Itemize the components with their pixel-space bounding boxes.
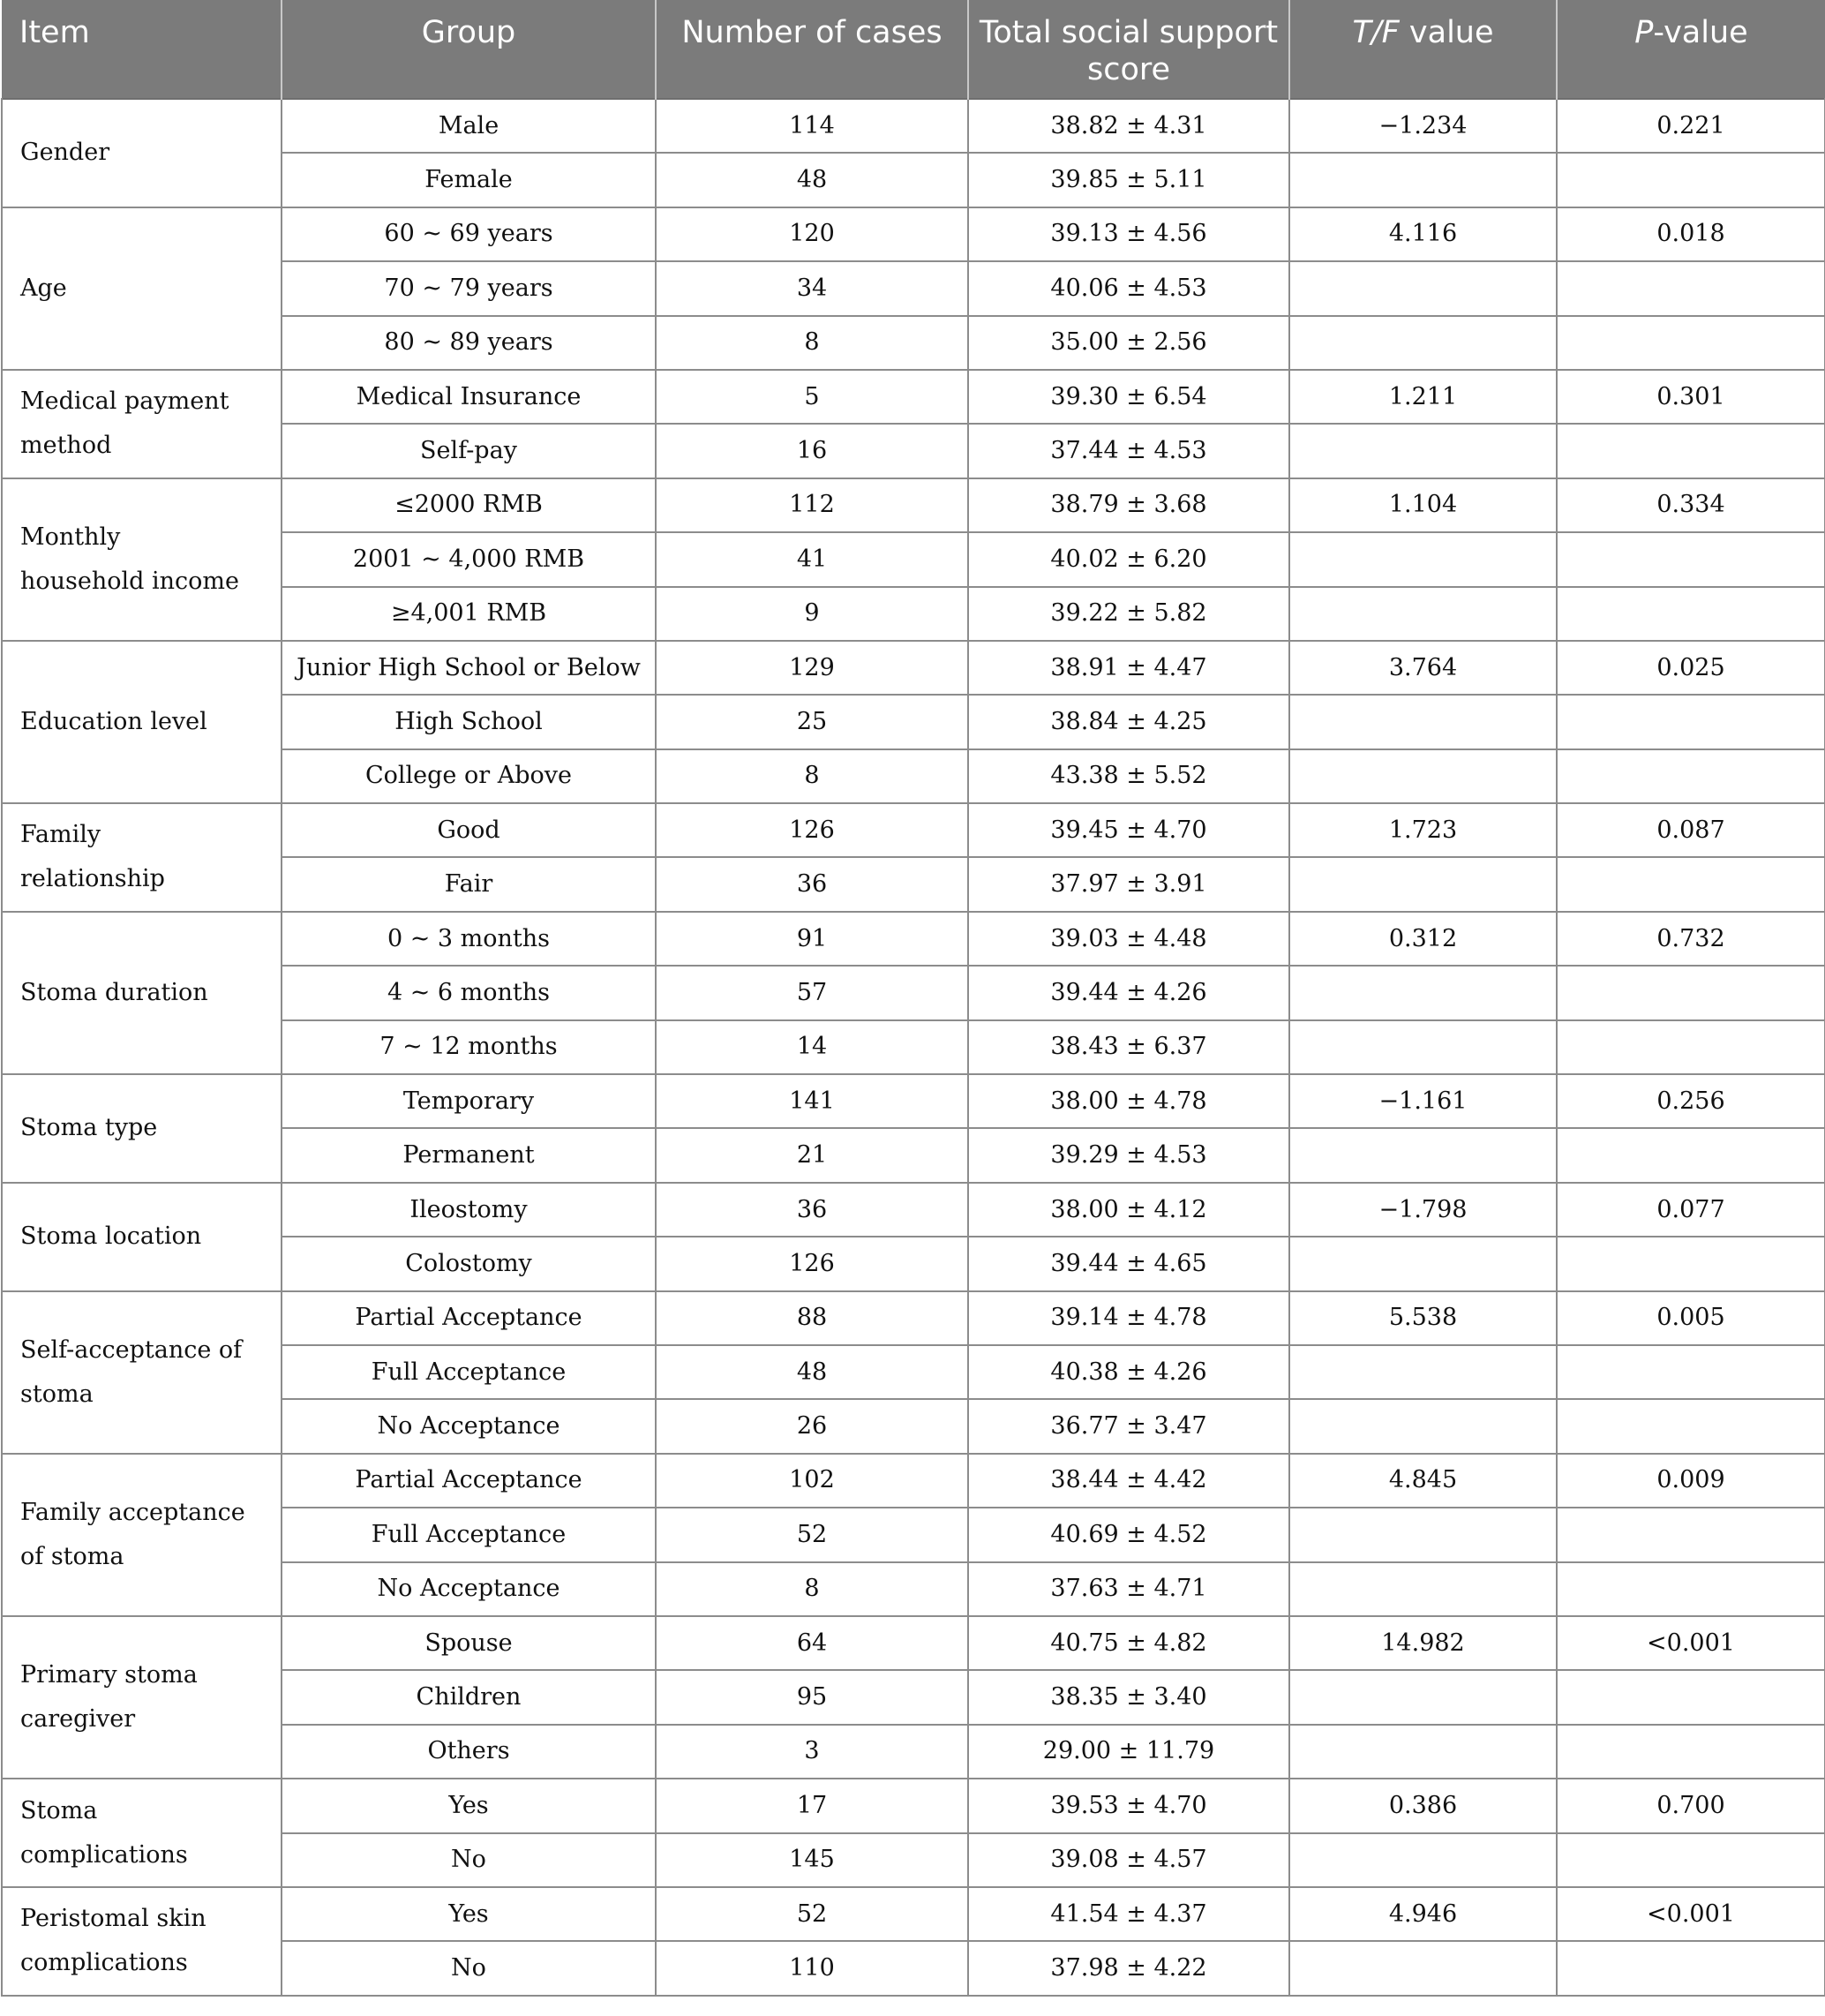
group-cell: Partial Acceptance bbox=[282, 1291, 656, 1345]
score-cell: 43.38 ± 5.52 bbox=[968, 749, 1289, 803]
tf-value-cell bbox=[1289, 749, 1557, 803]
p-value-cell bbox=[1557, 424, 1825, 478]
group-cell: Full Acceptance bbox=[282, 1508, 656, 1561]
group-cell: Permanent bbox=[282, 1128, 656, 1182]
p-value-cell: 0.301 bbox=[1557, 370, 1825, 424]
p-value-cell bbox=[1557, 1237, 1825, 1290]
cases-cell: 36 bbox=[656, 857, 968, 911]
cases-cell: 64 bbox=[656, 1616, 968, 1670]
score-cell: 38.43 ± 6.37 bbox=[968, 1020, 1289, 1074]
group-cell: Children bbox=[282, 1670, 656, 1724]
group-cell: 80 ~ 89 years bbox=[282, 316, 656, 370]
cases-cell: 129 bbox=[656, 641, 968, 695]
table-row bbox=[2, 1074, 1825, 1128]
tf-value-cell bbox=[1289, 1670, 1557, 1724]
header-row bbox=[2, 0, 1825, 99]
item-cell: Age bbox=[2, 207, 282, 370]
score-cell: 36.77 ± 3.47 bbox=[968, 1399, 1289, 1453]
cases-cell: 57 bbox=[656, 966, 968, 1019]
score-cell: 39.53 ± 4.70 bbox=[968, 1779, 1289, 1832]
score-cell: 40.06 ± 4.53 bbox=[968, 261, 1289, 315]
cases-cell: 126 bbox=[656, 803, 968, 857]
cases-cell: 141 bbox=[656, 1074, 968, 1128]
group-cell: Good bbox=[282, 803, 656, 857]
p-value-cell bbox=[1557, 749, 1825, 803]
header-tf-rest: value bbox=[1399, 15, 1494, 50]
group-cell: ≤2000 RMB bbox=[282, 478, 656, 532]
tf-value-cell bbox=[1289, 857, 1557, 911]
cases-cell: 52 bbox=[656, 1508, 968, 1561]
group-cell: Yes bbox=[282, 1779, 656, 1832]
tf-value-cell bbox=[1289, 1020, 1557, 1074]
tf-value-cell bbox=[1289, 153, 1557, 207]
group-cell: Fair bbox=[282, 857, 656, 911]
tf-value-cell: −1.234 bbox=[1289, 99, 1557, 153]
group-cell: Female bbox=[282, 153, 656, 207]
cases-cell: 145 bbox=[656, 1833, 968, 1887]
score-cell: 39.29 ± 4.53 bbox=[968, 1128, 1289, 1182]
p-value-cell bbox=[1557, 1399, 1825, 1453]
score-cell: 39.08 ± 4.57 bbox=[968, 1833, 1289, 1887]
header-item: Item bbox=[2, 0, 282, 99]
cases-cell: 26 bbox=[656, 1399, 968, 1453]
p-value-cell bbox=[1557, 532, 1825, 586]
group-cell: No Acceptance bbox=[282, 1399, 656, 1453]
item-cell: Self-acceptance of stoma bbox=[2, 1291, 282, 1454]
table-row bbox=[2, 641, 1825, 695]
table-row bbox=[2, 207, 1825, 261]
table-row bbox=[2, 370, 1825, 424]
score-cell: 39.85 ± 5.11 bbox=[968, 153, 1289, 207]
table-row bbox=[2, 1887, 1825, 1941]
tf-value-cell: 14.982 bbox=[1289, 1616, 1557, 1670]
score-cell: 37.98 ± 4.22 bbox=[968, 1941, 1289, 1995]
group-cell: 2001 ~ 4,000 RMB bbox=[282, 532, 656, 586]
cases-cell: 21 bbox=[656, 1128, 968, 1182]
group-cell: No bbox=[282, 1833, 656, 1887]
social-support-table bbox=[1, 0, 1825, 1997]
p-value-cell: 0.256 bbox=[1557, 1074, 1825, 1128]
tf-value-cell: 5.538 bbox=[1289, 1291, 1557, 1345]
p-value-cell bbox=[1557, 1562, 1825, 1616]
table-row bbox=[2, 1616, 1825, 1670]
group-cell: Colostomy bbox=[282, 1237, 656, 1290]
p-value-cell: 0.334 bbox=[1557, 478, 1825, 532]
group-cell: ≥4,001 RMB bbox=[282, 587, 656, 641]
p-value-cell bbox=[1557, 261, 1825, 315]
score-cell: 38.00 ± 4.78 bbox=[968, 1074, 1289, 1128]
tf-value-cell: 1.104 bbox=[1289, 478, 1557, 532]
header-score: Total social support score bbox=[968, 0, 1289, 99]
tf-value-cell bbox=[1289, 532, 1557, 586]
cases-cell: 126 bbox=[656, 1237, 968, 1290]
p-value-cell bbox=[1557, 1508, 1825, 1561]
tf-value-cell bbox=[1289, 1128, 1557, 1182]
tf-value-cell: 4.845 bbox=[1289, 1454, 1557, 1508]
cases-cell: 95 bbox=[656, 1670, 968, 1724]
item-cell: Gender bbox=[2, 99, 282, 207]
item-cell: Peristomal skin complications bbox=[2, 1887, 282, 1996]
group-cell: Medical Insurance bbox=[282, 370, 656, 424]
cases-cell: 8 bbox=[656, 749, 968, 803]
p-value-cell: 0.077 bbox=[1557, 1183, 1825, 1237]
group-cell: Partial Acceptance bbox=[282, 1454, 656, 1508]
table-body bbox=[2, 99, 1825, 1996]
cases-cell: 48 bbox=[656, 1345, 968, 1399]
cases-cell: 88 bbox=[656, 1291, 968, 1345]
item-cell: Family relationship bbox=[2, 803, 282, 912]
score-cell: 39.44 ± 4.65 bbox=[968, 1237, 1289, 1290]
tf-value-cell bbox=[1289, 1508, 1557, 1561]
group-cell: College or Above bbox=[282, 749, 656, 803]
group-cell: No bbox=[282, 1941, 656, 1995]
p-value-cell bbox=[1557, 1941, 1825, 1995]
score-cell: 40.38 ± 4.26 bbox=[968, 1345, 1289, 1399]
score-cell: 29.00 ± 11.79 bbox=[968, 1725, 1289, 1779]
tf-value-cell bbox=[1289, 261, 1557, 315]
cases-cell: 17 bbox=[656, 1779, 968, 1832]
score-cell: 38.82 ± 4.31 bbox=[968, 99, 1289, 153]
header-tf-italic: T/F bbox=[1352, 15, 1400, 50]
tf-value-cell bbox=[1289, 587, 1557, 641]
table-header bbox=[2, 0, 1825, 99]
p-value-cell: <0.001 bbox=[1557, 1887, 1825, 1941]
p-value-cell bbox=[1557, 316, 1825, 370]
group-cell: Junior High School or Below bbox=[282, 641, 656, 695]
cases-cell: 41 bbox=[656, 532, 968, 586]
tf-value-cell: 3.764 bbox=[1289, 641, 1557, 695]
table-row bbox=[2, 1454, 1825, 1508]
header-tf-value bbox=[1289, 0, 1557, 99]
score-cell: 38.79 ± 3.68 bbox=[968, 478, 1289, 532]
score-cell: 39.44 ± 4.26 bbox=[968, 966, 1289, 1019]
table-row bbox=[2, 1183, 1825, 1237]
score-cell: 39.03 ± 4.48 bbox=[968, 912, 1289, 966]
group-cell: Others bbox=[282, 1725, 656, 1779]
score-cell: 40.75 ± 4.82 bbox=[968, 1616, 1289, 1670]
p-value-cell bbox=[1557, 1345, 1825, 1399]
tf-value-cell: −1.161 bbox=[1289, 1074, 1557, 1128]
table-row bbox=[2, 478, 1825, 532]
cases-cell: 5 bbox=[656, 370, 968, 424]
tf-value-cell: 0.386 bbox=[1289, 1779, 1557, 1832]
header-cases: Number of cases bbox=[656, 0, 968, 99]
score-cell: 38.00 ± 4.12 bbox=[968, 1183, 1289, 1237]
cases-cell: 16 bbox=[656, 424, 968, 478]
group-cell: 60 ~ 69 years bbox=[282, 207, 656, 261]
table-row bbox=[2, 912, 1825, 966]
score-cell: 35.00 ± 2.56 bbox=[968, 316, 1289, 370]
cases-cell: 25 bbox=[656, 695, 968, 748]
p-value-cell: 0.700 bbox=[1557, 1779, 1825, 1832]
score-cell: 37.63 ± 4.71 bbox=[968, 1562, 1289, 1616]
p-value-cell bbox=[1557, 587, 1825, 641]
item-cell: Education level bbox=[2, 641, 282, 803]
score-cell: 38.84 ± 4.25 bbox=[968, 695, 1289, 748]
tf-value-cell bbox=[1289, 1833, 1557, 1887]
p-value-cell bbox=[1557, 857, 1825, 911]
cases-cell: 120 bbox=[656, 207, 968, 261]
tf-value-cell bbox=[1289, 424, 1557, 478]
p-value-cell: 0.732 bbox=[1557, 912, 1825, 966]
item-cell: Medical payment method bbox=[2, 370, 282, 478]
group-cell: No Acceptance bbox=[282, 1562, 656, 1616]
cases-cell: 3 bbox=[656, 1725, 968, 1779]
cases-cell: 36 bbox=[656, 1183, 968, 1237]
item-cell: Stoma complications bbox=[2, 1779, 282, 1887]
tf-value-cell bbox=[1289, 1725, 1557, 1779]
table-row bbox=[2, 803, 1825, 857]
cases-cell: 110 bbox=[656, 1941, 968, 1995]
item-cell: Stoma location bbox=[2, 1183, 282, 1291]
cases-cell: 114 bbox=[656, 99, 968, 153]
score-cell: 39.22 ± 5.82 bbox=[968, 587, 1289, 641]
score-cell: 38.35 ± 3.40 bbox=[968, 1670, 1289, 1724]
item-cell: Family acceptance of stoma bbox=[2, 1454, 282, 1616]
table-row bbox=[2, 99, 1825, 153]
group-cell: High School bbox=[282, 695, 656, 748]
item-cell: Monthly household income bbox=[2, 478, 282, 641]
header-p-rest: -value bbox=[1653, 15, 1748, 50]
cases-cell: 8 bbox=[656, 316, 968, 370]
item-cell: Stoma duration bbox=[2, 912, 282, 1074]
tf-value-cell: 0.312 bbox=[1289, 912, 1557, 966]
header-p-italic: P bbox=[1634, 15, 1654, 50]
tf-value-cell bbox=[1289, 1345, 1557, 1399]
cases-cell: 48 bbox=[656, 153, 968, 207]
p-value-cell: 0.087 bbox=[1557, 803, 1825, 857]
score-cell: 39.13 ± 4.56 bbox=[968, 207, 1289, 261]
score-cell: 40.69 ± 4.52 bbox=[968, 1508, 1289, 1561]
tf-value-cell: 1.211 bbox=[1289, 370, 1557, 424]
score-cell: 40.02 ± 6.20 bbox=[968, 532, 1289, 586]
p-value-cell bbox=[1557, 966, 1825, 1019]
group-cell: 7 ~ 12 months bbox=[282, 1020, 656, 1074]
table-row bbox=[2, 1291, 1825, 1345]
tf-value-cell: −1.798 bbox=[1289, 1183, 1557, 1237]
p-value-cell bbox=[1557, 1020, 1825, 1074]
tf-value-cell bbox=[1289, 1941, 1557, 1995]
group-cell: Self-pay bbox=[282, 424, 656, 478]
cases-cell: 102 bbox=[656, 1454, 968, 1508]
score-cell: 37.97 ± 3.91 bbox=[968, 857, 1289, 911]
tf-value-cell bbox=[1289, 966, 1557, 1019]
group-cell: Spouse bbox=[282, 1616, 656, 1670]
p-value-cell bbox=[1557, 1725, 1825, 1779]
header-group: Group bbox=[282, 0, 656, 99]
p-value-cell: 0.005 bbox=[1557, 1291, 1825, 1345]
group-cell: 4 ~ 6 months bbox=[282, 966, 656, 1019]
cases-cell: 8 bbox=[656, 1562, 968, 1616]
group-cell: Temporary bbox=[282, 1074, 656, 1128]
table-row bbox=[2, 1779, 1825, 1832]
tf-value-cell bbox=[1289, 1237, 1557, 1290]
p-value-cell: 0.025 bbox=[1557, 641, 1825, 695]
group-cell: 70 ~ 79 years bbox=[282, 261, 656, 315]
cases-cell: 34 bbox=[656, 261, 968, 315]
header-p-value bbox=[1557, 0, 1825, 99]
p-value-cell bbox=[1557, 153, 1825, 207]
group-cell: 0 ~ 3 months bbox=[282, 912, 656, 966]
tf-value-cell bbox=[1289, 1399, 1557, 1453]
score-cell: 41.54 ± 4.37 bbox=[968, 1887, 1289, 1941]
tf-value-cell bbox=[1289, 695, 1557, 748]
p-value-cell bbox=[1557, 1670, 1825, 1724]
tf-value-cell: 4.116 bbox=[1289, 207, 1557, 261]
p-value-cell: <0.001 bbox=[1557, 1616, 1825, 1670]
cases-cell: 91 bbox=[656, 912, 968, 966]
score-cell: 39.30 ± 6.54 bbox=[968, 370, 1289, 424]
p-value-cell: 0.221 bbox=[1557, 99, 1825, 153]
score-cell: 38.91 ± 4.47 bbox=[968, 641, 1289, 695]
group-cell: Yes bbox=[282, 1887, 656, 1941]
tf-value-cell bbox=[1289, 1562, 1557, 1616]
item-cell: Primary stoma caregiver bbox=[2, 1616, 282, 1779]
group-cell: Full Acceptance bbox=[282, 1345, 656, 1399]
p-value-cell bbox=[1557, 1128, 1825, 1182]
tf-value-cell: 1.723 bbox=[1289, 803, 1557, 857]
cases-cell: 14 bbox=[656, 1020, 968, 1074]
p-value-cell bbox=[1557, 695, 1825, 748]
group-cell: Ileostomy bbox=[282, 1183, 656, 1237]
score-cell: 39.14 ± 4.78 bbox=[968, 1291, 1289, 1345]
cases-cell: 9 bbox=[656, 587, 968, 641]
item-cell: Stoma type bbox=[2, 1074, 282, 1183]
tf-value-cell: 4.946 bbox=[1289, 1887, 1557, 1941]
p-value-cell: 0.018 bbox=[1557, 207, 1825, 261]
score-cell: 38.44 ± 4.42 bbox=[968, 1454, 1289, 1508]
p-value-cell: 0.009 bbox=[1557, 1454, 1825, 1508]
cases-cell: 112 bbox=[656, 478, 968, 532]
p-value-cell bbox=[1557, 1833, 1825, 1887]
score-cell: 39.45 ± 4.70 bbox=[968, 803, 1289, 857]
cases-cell: 52 bbox=[656, 1887, 968, 1941]
tf-value-cell bbox=[1289, 316, 1557, 370]
group-cell: Male bbox=[282, 99, 656, 153]
score-cell: 37.44 ± 4.53 bbox=[968, 424, 1289, 478]
